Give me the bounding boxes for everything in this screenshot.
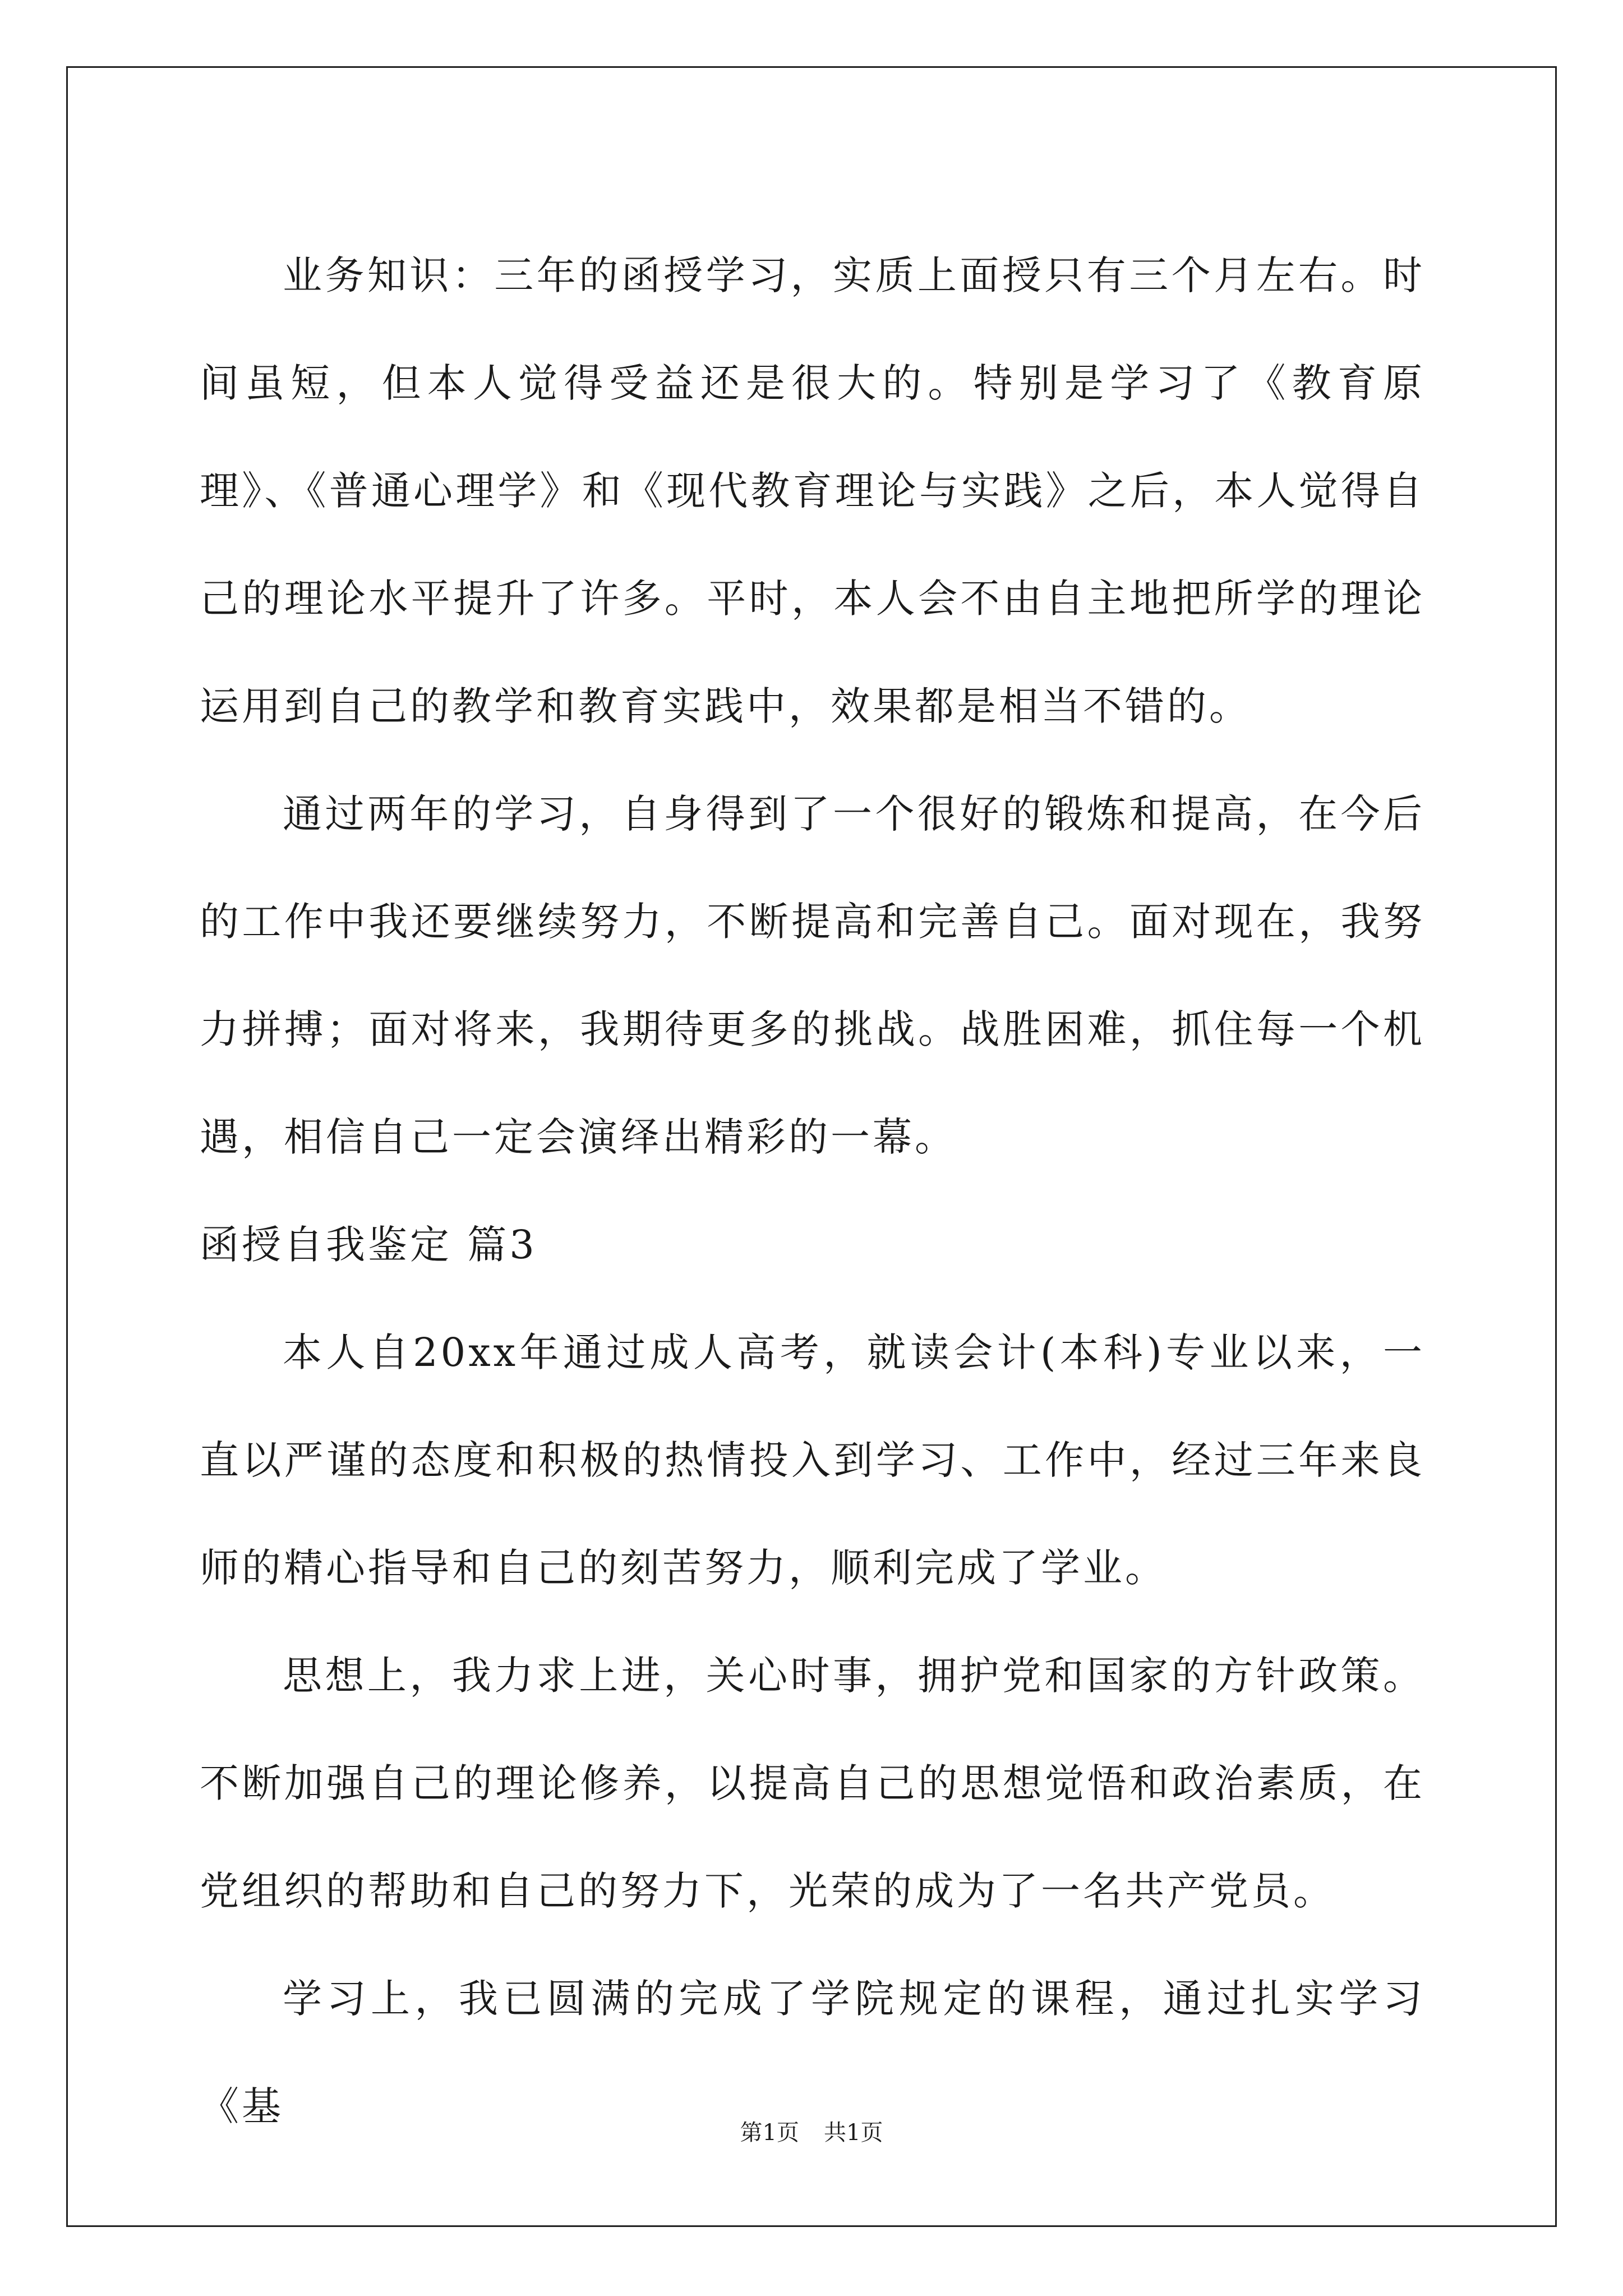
paragraph-business-knowledge: 业务知识：三年的函授学习，实质上面授只有三个月左右。时间虽短，但本人觉得受益还是很大的。特别是学习了《教育原理》、《普通心理学》和《现代教育理论与实践》之后，本人觉得自己的理论水平提升了许多。平时，本人会不由自主地把所学的理论运用到自己的教学和教育实践中，效果都是相当不错的。 [200,252,1425,729]
document-body [200,222,1425,2160]
page-number-current: 第1页 [740,2120,799,2146]
page-footer [0,2115,1623,2147]
paragraph-study: 学习上，我已圆满的完成了学院规定的课程，通过扎实学习《基 [200,1976,1425,2129]
section-heading: 函授自我鉴定 篇3 [200,1222,537,1268]
paragraph-ideology: 思想上，我力求上进，关心时事，拥护党和国家的方针政策。不断加强自己的理论修养，以提高自己的思想觉悟和政治素质，在党组织的帮助和自己的努力下，光荣的成为了一名共产党员。 [200,1653,1425,1914]
paragraph-adult-exam: 本人自20xx年通过成人高考，就读会计(本科)专业以来，一直以严谨的态度和积极的热情投入到学习、工作中，经过三年来良师的精心指导和自己的刻苦努力，顺利完成了学业。 [200,1329,1425,1591]
paragraph-two-years-study: 通过两年的学习，自身得到了一个很好的锻炼和提高，在今后的工作中我还要继续努力，不断提高和完善自己。面对现在，我努力拼搏；面对将来，我期待更多的挑战。战胜困难，抓住每一个机遇，相信自己一定会演绎出精彩的一幕。 [200,791,1425,1160]
page-number-total: 共1页 [824,2120,883,2146]
